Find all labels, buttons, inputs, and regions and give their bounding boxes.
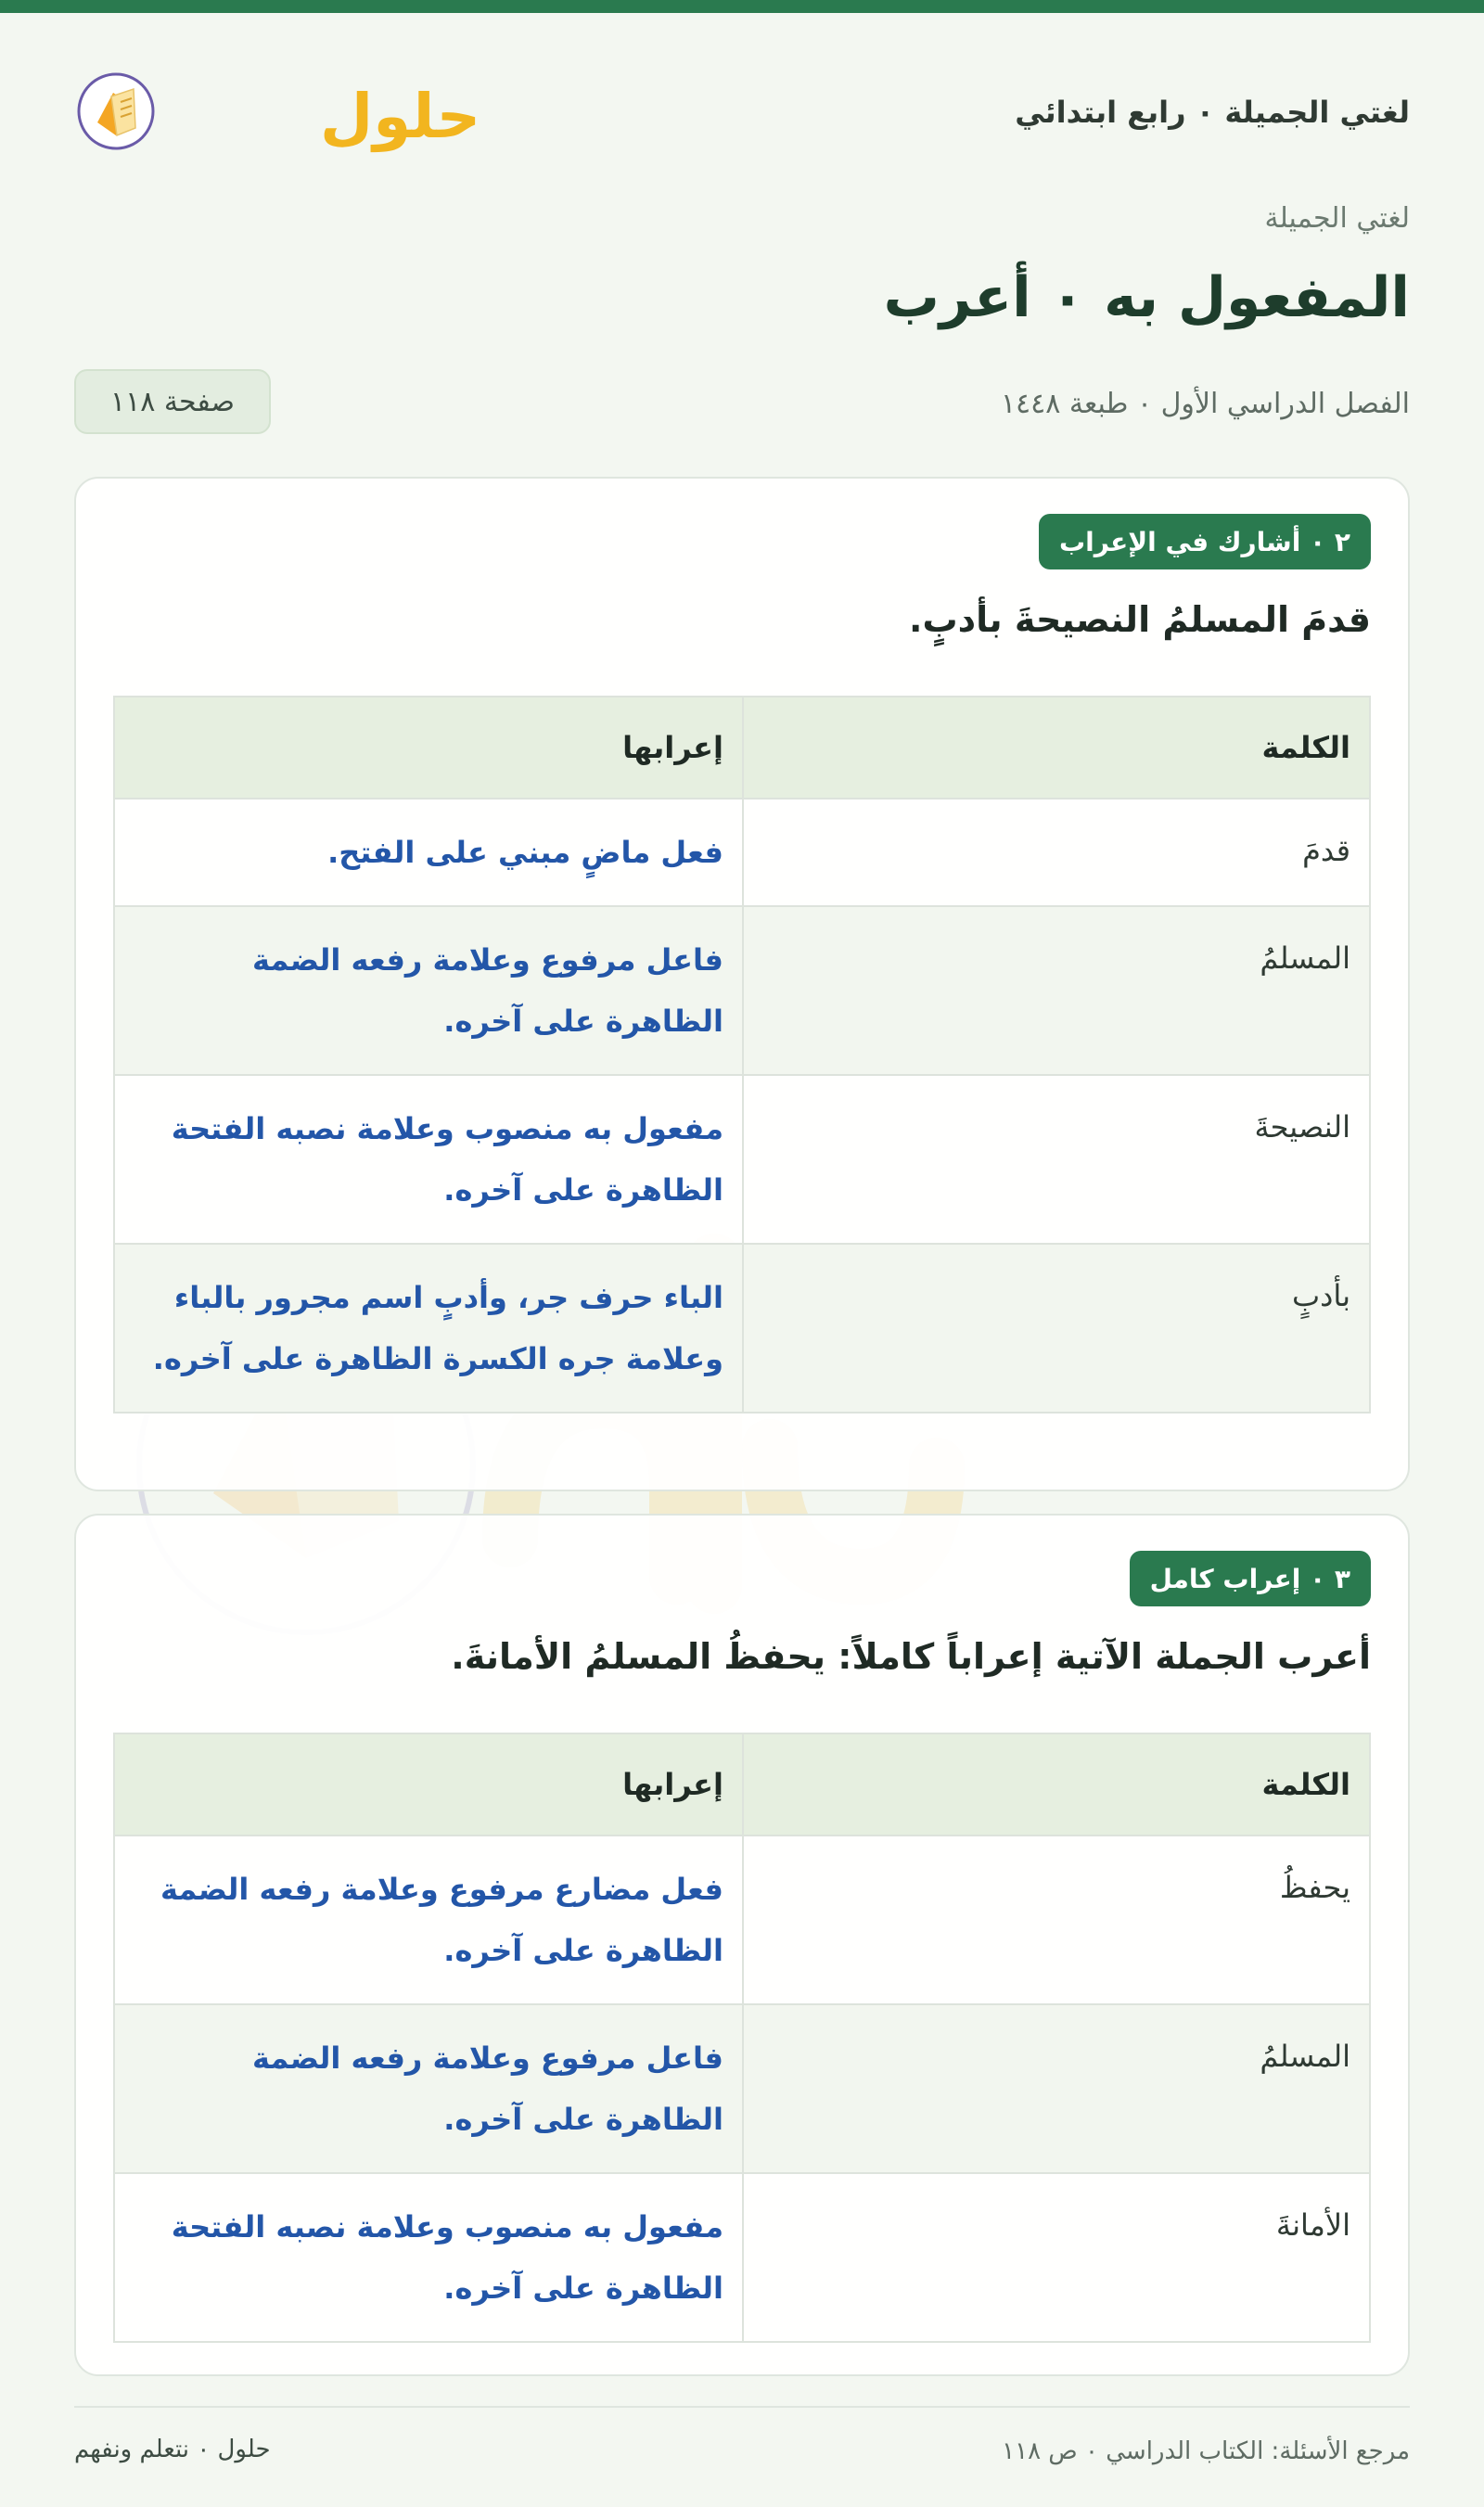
column-header-parse: إعرابها xyxy=(114,697,743,799)
parsing-table xyxy=(113,1733,1371,2343)
word-cell: النصيحةَ xyxy=(743,1075,1370,1244)
word-cell: الأمانةَ xyxy=(743,2173,1370,2342)
question-sentence: قدمَ المسلمُ النصيحةَ بأدبٍ. xyxy=(909,599,1371,640)
lesson-subject: لغتي الجميلة xyxy=(1264,202,1410,235)
exercise-card-participate xyxy=(74,477,1410,1491)
exercise-card-full-parsing xyxy=(74,1514,1410,2376)
lesson-meta: الفصل الدراسي الأول ٠ طبعة ١٤٤٨ xyxy=(1000,388,1410,420)
table-row xyxy=(114,1244,1370,1413)
parse-cell: الباء حرف جر، وأدبٍ اسم مجرور بالباء وعلامة جره الكسرة الظاهرة على آخره. xyxy=(114,1244,743,1413)
parse-cell: فاعل مرفوع وعلامة رفعه الضمة الظاهرة على آخره. xyxy=(114,2004,743,2173)
table-row xyxy=(114,1075,1370,1244)
column-header-parse: إعرابها xyxy=(114,1733,743,1835)
table-row xyxy=(114,906,1370,1075)
parse-cell: فعل ماضٍ مبني على الفتح. xyxy=(114,799,743,906)
section-badge: ٢ ٠ أشارك في الإعراب xyxy=(1039,514,1371,569)
word-cell: المسلمُ xyxy=(743,906,1370,1075)
column-header-word: الكلمة xyxy=(743,1733,1370,1835)
table-row xyxy=(114,2004,1370,2173)
column-header-word: الكلمة xyxy=(743,697,1370,799)
table-row xyxy=(114,799,1370,906)
parse-cell: فعل مضارع مرفوع وعلامة رفعه الضمة الظاهرة على آخره. xyxy=(114,1835,743,2004)
parse-cell: مفعول به منصوب وعلامة نصبه الفتحة الظاهرة على آخره. xyxy=(114,2173,743,2342)
word-cell: بأدبٍ xyxy=(743,1244,1370,1413)
table-row xyxy=(114,2173,1370,2342)
table-row xyxy=(114,1835,1370,2004)
question-sentence: أعرب الجملة الآتية إعراباً كاملاً: يحفظُ المسلمُ الأمانةَ. xyxy=(451,1636,1371,1677)
page-title: المفعول به ٠ أعرب xyxy=(883,265,1410,330)
page-number-badge: صفحة ١١٨ xyxy=(74,369,271,434)
header-title: لغتي الجميلة ٠ رابع ابتدائي xyxy=(1015,95,1410,130)
footer-tagline: حلول ٠ نتعلم ونفهم xyxy=(74,2436,271,2463)
footer-divider xyxy=(74,2406,1410,2408)
word-cell: المسلمُ xyxy=(743,2004,1370,2173)
page-header xyxy=(74,56,1410,167)
word-cell: قدمَ xyxy=(743,799,1370,906)
footer-reference: مرجع الأسئلة: الكتاب الدراسي ٠ ص ١١٨ xyxy=(1002,2437,1410,2465)
parsing-table xyxy=(113,696,1371,1413)
top-accent-bar xyxy=(0,0,1484,13)
word-cell: يحفظُ xyxy=(743,1835,1370,2004)
parse-cell: مفعول به منصوب وعلامة نصبه الفتحة الظاهرة على آخره. xyxy=(114,1075,743,1244)
table-header-row xyxy=(114,697,1370,799)
hulul-logo[interactable] xyxy=(74,56,481,167)
section-badge: ٣ ٠ إعراب كامل xyxy=(1130,1551,1371,1606)
logo-text: حلول xyxy=(320,81,481,152)
table-header-row xyxy=(114,1733,1370,1835)
parse-cell: فاعل مرفوع وعلامة رفعه الضمة الظاهرة على آخره. xyxy=(114,906,743,1075)
